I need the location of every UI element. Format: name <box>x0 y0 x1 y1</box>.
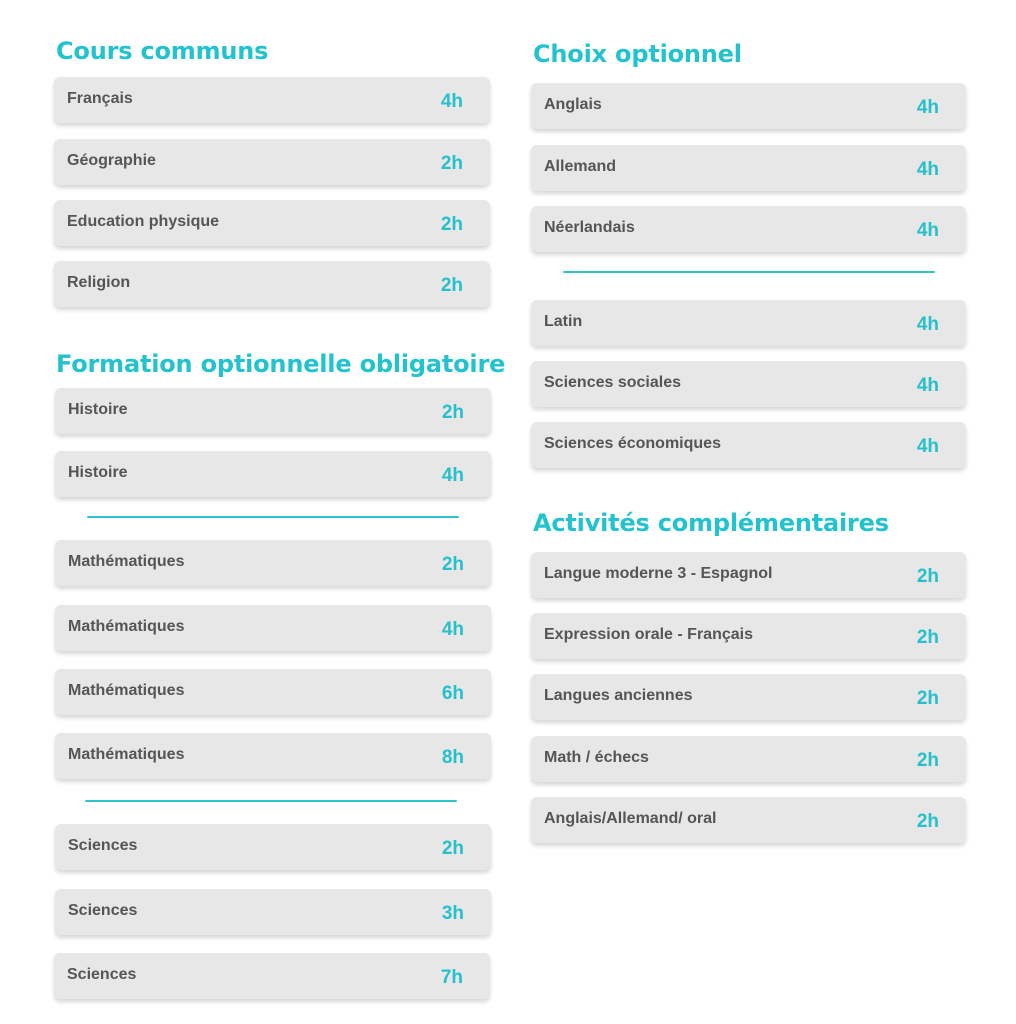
course-hours: 4h <box>441 465 464 486</box>
activity-hours: 2h <box>916 750 939 771</box>
course-label: Anglais <box>544 96 602 113</box>
course-hours: 6h <box>441 683 464 704</box>
course-row-neerlandais[interactable] <box>531 206 966 252</box>
course-label: Géographie <box>67 152 156 169</box>
course-row-latin[interactable] <box>531 300 966 346</box>
course-row-mathematiques-2h[interactable] <box>55 540 491 586</box>
section-title-formation-optionnelle: Formation optionnelle obligatoire <box>56 350 506 378</box>
course-label: Français <box>67 90 133 107</box>
activity-label: Langue moderne 3 - Espagnol <box>544 565 773 582</box>
activity-row-expression-orale[interactable] <box>531 613 966 659</box>
course-label: Sciences <box>68 837 138 854</box>
course-label: Mathématiques <box>68 618 185 635</box>
course-row-histoire-4h[interactable] <box>55 451 491 497</box>
activity-hours: 2h <box>916 811 939 832</box>
course-hours: 4h <box>916 375 939 396</box>
course-label: Religion <box>67 274 131 291</box>
course-label: Mathématiques <box>68 682 185 699</box>
activity-row-math-echecs[interactable] <box>531 736 966 782</box>
course-row-sciences-2h[interactable] <box>55 824 491 870</box>
course-label: Mathématiques <box>68 553 185 570</box>
course-hours: 4h <box>916 97 939 118</box>
course-label: Sciences sociales <box>544 374 681 391</box>
activity-hours: 2h <box>916 688 939 709</box>
activity-hours: 2h <box>916 627 939 648</box>
course-row-francais[interactable] <box>54 77 490 123</box>
course-hours: 8h <box>441 747 464 768</box>
course-label: Histoire <box>68 464 128 481</box>
course-label: Allemand <box>544 158 617 175</box>
course-row-sciences-economiques[interactable] <box>531 422 966 468</box>
course-row-sciences-3h[interactable] <box>55 889 491 935</box>
course-row-anglais[interactable] <box>531 83 966 129</box>
course-row-sciences-sociales[interactable] <box>531 361 966 407</box>
course-label: Sciences <box>68 902 138 919</box>
course-label: Histoire <box>68 401 128 418</box>
course-row-religion[interactable] <box>54 261 490 307</box>
course-hours: 4h <box>916 436 939 457</box>
activity-hours: 2h <box>916 566 939 587</box>
activity-row-anglais-allemand-oral[interactable] <box>531 797 966 843</box>
activity-row-langues-anciennes[interactable] <box>531 674 966 720</box>
course-hours: 3h <box>441 903 464 924</box>
activity-row-langue-moderne[interactable] <box>531 552 966 598</box>
course-hours: 2h <box>441 554 464 575</box>
section-title-activites-complementaires: Activités complémentaires <box>533 509 889 537</box>
activity-label: Langues anciennes <box>544 687 693 704</box>
course-hours: 4h <box>440 91 463 112</box>
course-hours: 4h <box>916 220 939 241</box>
course-hours: 4h <box>916 159 939 180</box>
section-title-cours-communs: Cours communs <box>56 37 269 65</box>
group-divider <box>563 271 935 273</box>
course-label: Education physique <box>67 213 220 230</box>
course-hours: 2h <box>440 214 463 235</box>
course-row-allemand[interactable] <box>531 145 966 191</box>
course-label: Sciences <box>67 966 137 983</box>
course-row-education-physique[interactable] <box>54 200 490 246</box>
course-hours: 4h <box>916 314 939 335</box>
course-row-geographie[interactable] <box>54 139 490 185</box>
activity-label: Expression orale - Français <box>544 626 753 643</box>
group-divider <box>87 516 459 518</box>
course-label: Sciences économiques <box>544 435 721 452</box>
course-label: Mathématiques <box>68 746 185 763</box>
course-row-mathematiques-8h[interactable] <box>55 733 491 779</box>
course-hours: 2h <box>440 153 463 174</box>
course-row-mathematiques-4h[interactable] <box>55 605 491 651</box>
course-hours: 2h <box>441 402 464 423</box>
course-row-histoire-2h[interactable] <box>55 388 491 434</box>
course-hours: 7h <box>440 967 463 988</box>
course-label: Latin <box>544 313 583 330</box>
course-row-mathematiques-6h[interactable] <box>55 669 491 715</box>
activity-label: Math / échecs <box>544 749 649 766</box>
course-row-sciences-7h[interactable] <box>54 953 490 999</box>
group-divider <box>85 800 457 802</box>
course-hours: 2h <box>440 275 463 296</box>
course-hours: 4h <box>441 619 464 640</box>
activity-label: Anglais/Allemand/ oral <box>544 810 717 827</box>
section-title-choix-optionnel: Choix optionnel <box>533 40 742 68</box>
course-hours: 2h <box>441 838 464 859</box>
course-label: Néerlandais <box>544 219 635 236</box>
